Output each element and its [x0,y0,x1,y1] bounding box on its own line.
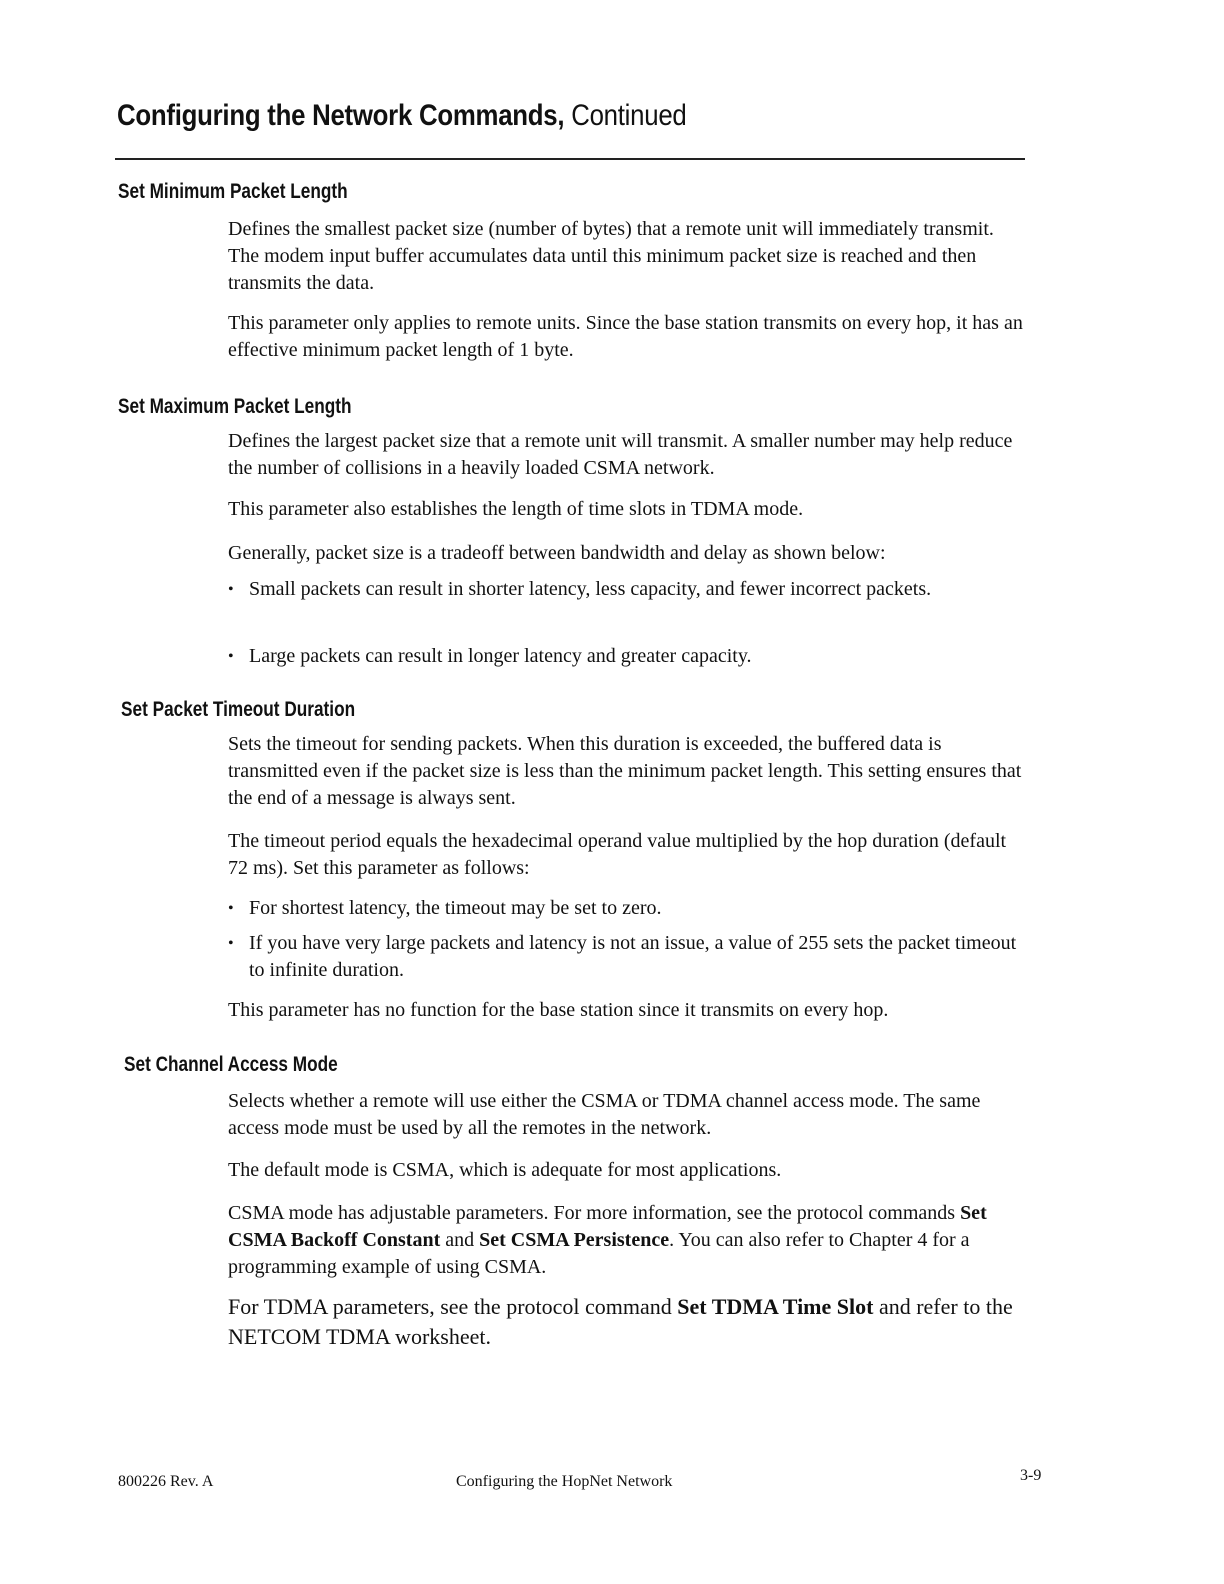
paragraph: Selects whether a remote will use either the CSMA or TDMA channel access mode. The same access mode must be used by all the remotes in the network. [228,1090,981,1139]
bullet-item [228,930,1018,984]
bullet-icon: • [228,581,234,598]
bullet-text: Large packets can result in longer latency and greater capacity. [249,645,752,667]
bullet-item [228,576,1018,603]
title-divider [115,158,1025,160]
bullet-text: Small packets can result in shorter latency, less capacity, and fewer incorrect packets. [249,578,932,600]
paragraph: Defines the smallest packet size (number of bytes) that a remote unit will immediately transmit. The modem input buffer accumulates data until this minimum packet size is reached and then transmits the data. [228,218,994,294]
paragraph: Defines the largest packet size that a remote unit will transmit. A smaller number may help reduce the number of collisions in a heavily loaded CSMA network. [228,430,1013,479]
footer-doc-number: 800226 Rev. A [118,1473,214,1490]
paragraph: This parameter has no function for the base station since it transmits on every hop. [228,999,889,1021]
page-title [117,96,687,136]
footer-chapter-title: Configuring the HopNet Network [456,1473,673,1490]
bullet-icon: • [228,900,234,917]
paragraph: Sets the timeout for sending packets. When this duration is exceeded, the buffered data is transmitted even if the packet size is less than the minimum packet length. This setting ensures that the end of a message is always sent. [228,733,1022,809]
paragraph-tdma [228,1292,1028,1352]
bullet-icon: • [228,935,234,952]
text-run: and refer to the NETCOM TDMA worksheet. [228,1294,1013,1349]
heading-set-packet-timeout-duration: Set Packet Timeout Duration [121,698,356,721]
command-set-csma-persistence: Set CSMA Persistence [479,1229,670,1251]
text-run: For TDMA parameters, see the protocol command [228,1294,678,1319]
footer-page-number: 3-9 [1020,1467,1042,1484]
page-title-main: Configuring the Network Commands, [117,99,565,132]
page-title-continued: Continued [564,99,687,132]
bullet-item [228,895,1018,922]
heading-set-channel-access-mode: Set Channel Access Mode [124,1053,338,1076]
paragraph: This parameter also establishes the length of time slots in TDMA mode. [228,498,804,520]
paragraph: The default mode is CSMA, which is adequate for most applications. [228,1159,782,1181]
text-run: . You can also refer to Chapter 4 for a programming example of using CSMA. [228,1229,970,1278]
paragraph: This parameter only applies to remote units. Since the base station transmits on every hop, it has an effective minimum packet length of 1 byte. [228,312,1023,361]
paragraph-csma [228,1200,1028,1281]
bullet-item [228,643,1018,670]
text-run: and [440,1229,480,1251]
text-run: CSMA mode has adjustable parameters. For more information, see the protocol commands [228,1202,961,1224]
paragraph: Generally, packet size is a tradeoff between bandwidth and delay as shown below: [228,542,886,564]
command-set-csma-backoff-constant: Set CSMA Backoff Constant [228,1202,987,1251]
bullet-text: For shortest latency, the timeout may be set to zero. [249,897,662,919]
paragraph: The timeout period equals the hexadecimal operand value multiplied by the hop duration (default 72 ms). Set this parameter as follows: [228,830,1007,879]
bullet-icon: • [228,648,234,665]
heading-set-maximum-packet-length: Set Maximum Packet Length [118,395,352,418]
heading-set-minimum-packet-length: Set Minimum Packet Length [118,180,348,203]
bullet-text: If you have very large packets and latency is not an issue, a value of 255 sets the packet timeout to infinite duration. [249,932,1017,981]
command-set-tdma-time-slot: Set TDMA Time Slot [677,1294,874,1319]
